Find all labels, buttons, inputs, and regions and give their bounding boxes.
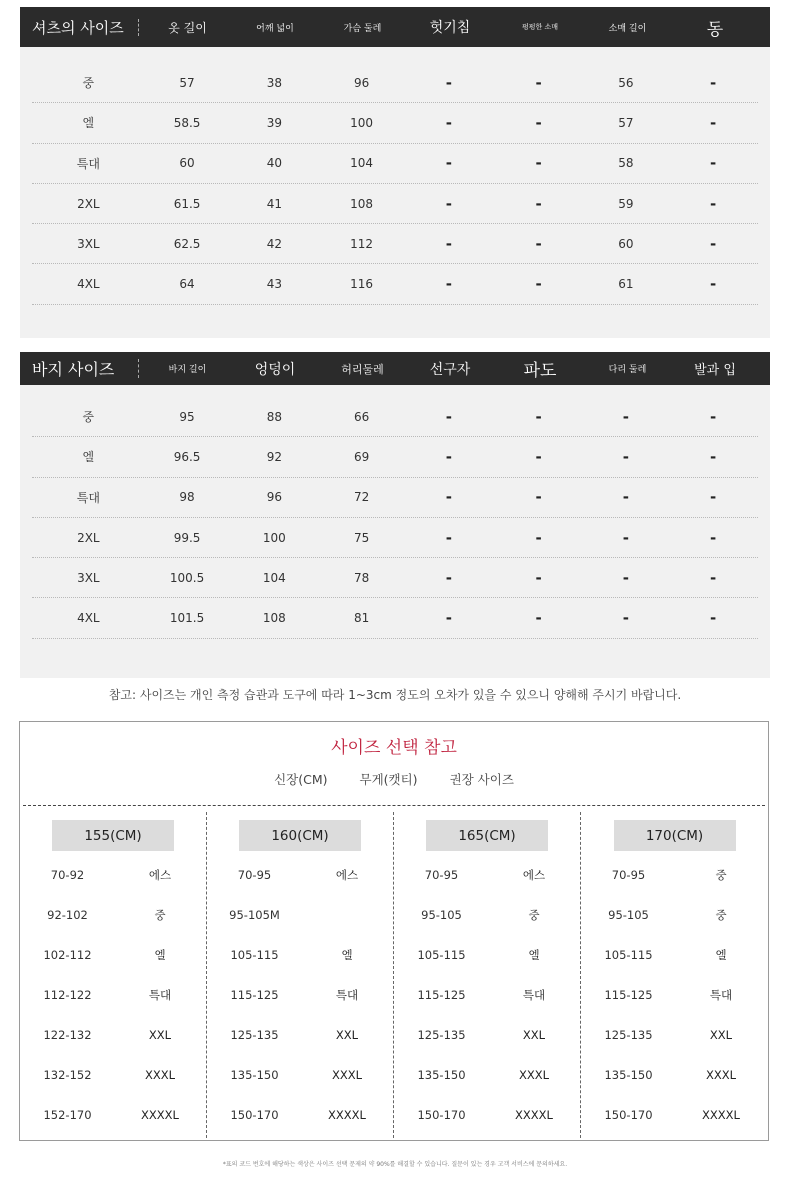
reference-row [581, 1015, 768, 1055]
table-cell: 64 [179, 277, 195, 292]
table-cell: - [445, 568, 452, 587]
table-cell: - [709, 73, 717, 92]
weight-range: 150-170 [604, 1108, 653, 1122]
recommended-size: XXL [148, 1028, 172, 1042]
table-cell: - [445, 234, 452, 253]
reference-column [207, 812, 394, 1138]
reference-row [581, 895, 768, 935]
size-label: 특대 [76, 156, 100, 171]
table-cell: 42 [266, 236, 282, 251]
table-cell: 61.5 [173, 196, 201, 211]
size-label: 엘 [82, 450, 95, 465]
reference-columns [20, 812, 768, 1138]
table-cell: 99.5 [173, 530, 201, 545]
table-cell: 40 [266, 156, 282, 171]
table-cell: - [709, 275, 717, 294]
table-cell: - [445, 609, 452, 628]
recommended-size: 중 [528, 908, 540, 922]
table-cell: - [445, 447, 452, 466]
table-cell: 96.5 [173, 449, 201, 464]
size-label: 4XL [77, 611, 100, 626]
table-cell: 96 [353, 75, 370, 90]
table-cell: - [622, 488, 629, 507]
weight-range: 70-95 [424, 868, 459, 882]
recommended-size: 엘 [715, 948, 727, 962]
table-cell: - [535, 113, 542, 132]
col-header: 엉덩이 [254, 361, 296, 378]
size-label: 2XL [77, 530, 100, 545]
table-cell: - [535, 609, 542, 628]
recommended-size: XXXXL [702, 1108, 740, 1122]
table-cell: - [709, 194, 717, 213]
reference-row [581, 1055, 768, 1095]
height-header: 170(CM) [614, 820, 736, 851]
table-row [32, 518, 758, 558]
table-cell: 75 [353, 530, 370, 545]
recommended-size: XXXL [331, 1068, 363, 1082]
reference-rows [581, 855, 768, 1135]
table-row [32, 144, 758, 184]
table-cell: 100 [350, 115, 374, 130]
weight-range: 152-170 [43, 1108, 92, 1122]
table-cell: - [535, 154, 542, 173]
size-note: 참고: 사이즈는 개인 측정 습관과 도구에 따라 1~3cm 정도의 오차가 있을 수 있으니 양해해 주시기 바랍니다. [108, 688, 682, 702]
col-header: 어깨 넓이 [256, 23, 294, 34]
col-header: 허리둘레 [341, 362, 384, 376]
reference-row [394, 975, 580, 1015]
table-row [32, 184, 758, 224]
reference-row [394, 855, 580, 895]
reference-row [20, 935, 206, 975]
size-label: 3XL [77, 570, 100, 585]
table-cell: - [709, 154, 717, 173]
shirt-size-table [20, 7, 770, 338]
subheader-height: 신장(CM) [274, 772, 328, 787]
table-cell: 100 [262, 530, 286, 545]
reference-row [581, 855, 768, 895]
table-row [32, 103, 758, 143]
table-cell: - [535, 275, 542, 294]
reference-row [20, 975, 206, 1015]
pants-table-header [20, 352, 770, 385]
reference-row [207, 855, 393, 895]
subheader-size: 권장 사이즈 [449, 772, 514, 787]
reference-column [20, 812, 207, 1138]
weight-range: 95-105 [421, 908, 462, 922]
table-cell: 39 [266, 115, 282, 130]
size-label: 중 [82, 76, 95, 91]
table-cell: - [445, 488, 452, 507]
pants-table-title: 바지 사이즈 [20, 357, 145, 380]
table-cell: 81 [353, 611, 370, 626]
shirt-table-body [20, 63, 770, 305]
recommended-size: 중 [715, 908, 727, 922]
height-header: 155(CM) [52, 820, 174, 851]
table-cell: 57 [618, 115, 634, 130]
table-cell: - [535, 447, 542, 466]
reference-rows [207, 855, 393, 1135]
recommended-size: XXXL [144, 1068, 176, 1082]
weight-range: 150-170 [230, 1108, 279, 1122]
weight-range: 135-150 [230, 1068, 279, 1082]
recommended-size: XXL [709, 1028, 733, 1042]
reference-row [20, 1015, 206, 1055]
table-cell: - [445, 154, 452, 173]
table-row [32, 63, 758, 103]
table-cell: 43 [266, 277, 282, 292]
height-header: 160(CM) [239, 820, 361, 851]
size-label: 엘 [82, 116, 95, 131]
table-cell: 56 [618, 75, 634, 90]
weight-range: 150-170 [417, 1108, 466, 1122]
col-header: 헛기침 [429, 20, 471, 36]
size-label: 중 [82, 410, 95, 425]
col-header: 가슴 둘레 [343, 23, 382, 34]
weight-range: 115-125 [417, 988, 466, 1002]
table-row [32, 224, 758, 264]
reference-row [394, 1055, 580, 1095]
table-cell: - [535, 194, 542, 213]
table-cell: - [622, 528, 629, 547]
weight-range: 95-105 [608, 908, 649, 922]
table-cell: 96 [266, 490, 282, 505]
col-header: 바지 길이 [168, 365, 207, 375]
reference-row [20, 855, 206, 895]
weight-range: 95-105M [229, 908, 280, 922]
table-cell: 95 [179, 409, 195, 424]
weight-range: 70-92 [50, 868, 85, 882]
weight-range: 102-112 [43, 948, 92, 962]
col-header: 선구자 [429, 361, 471, 378]
pants-size-table [20, 352, 770, 678]
reference-column [394, 812, 581, 1138]
table-cell: 98 [179, 490, 195, 505]
shirt-table-header [20, 7, 770, 47]
reference-row [394, 1095, 580, 1135]
table-cell: - [535, 234, 542, 253]
reference-divider [23, 805, 765, 806]
table-cell: 60 [618, 236, 634, 251]
reference-row [581, 1095, 768, 1135]
table-cell: - [445, 194, 452, 213]
table-cell: - [535, 488, 542, 507]
table-cell: - [709, 528, 717, 547]
reference-rows [394, 855, 580, 1135]
recommended-size: XXL [335, 1028, 359, 1042]
recommended-size: XXXXL [515, 1108, 553, 1122]
weight-range: 112-122 [43, 988, 92, 1002]
reference-row [20, 1055, 206, 1095]
table-cell: - [535, 73, 542, 92]
table-cell: 92 [266, 449, 282, 464]
col-header: 발과 입 [694, 363, 736, 378]
weight-range: 122-132 [43, 1028, 92, 1042]
reference-row [207, 935, 393, 975]
reference-row [207, 1015, 393, 1055]
weight-range: 115-125 [230, 988, 279, 1002]
recommended-size: 특대 [148, 988, 172, 1002]
table-cell: - [535, 528, 542, 547]
table-cell: 69 [353, 449, 370, 464]
reference-row [207, 1095, 393, 1135]
weight-range: 70-95 [237, 868, 272, 882]
table-cell: 101.5 [169, 611, 205, 626]
reference-row [394, 895, 580, 935]
weight-range: 125-135 [230, 1028, 279, 1042]
table-cell: - [709, 407, 717, 426]
table-cell: 100.5 [169, 570, 205, 585]
table-cell: 41 [266, 196, 282, 211]
recommended-size: 중 [154, 908, 166, 922]
weight-range: 135-150 [417, 1068, 466, 1082]
table-cell: - [445, 275, 452, 294]
table-row [32, 558, 758, 598]
recommended-size: XXL [522, 1028, 546, 1042]
reference-subheaders [20, 770, 768, 788]
table-cell: 62.5 [173, 236, 201, 251]
weight-range: 125-135 [417, 1028, 466, 1042]
weight-range: 135-150 [604, 1068, 653, 1082]
table-cell: - [709, 568, 717, 587]
recommended-size: 엘 [341, 948, 353, 962]
table-cell: - [622, 447, 629, 466]
recommended-size: XXXL [518, 1068, 550, 1082]
table-cell: - [535, 568, 542, 587]
weight-range: 115-125 [604, 988, 653, 1002]
table-cell: - [709, 609, 717, 628]
recommended-size: 특대 [335, 988, 359, 1002]
table-cell: 116 [350, 277, 374, 292]
table-cell: 60 [179, 156, 195, 171]
weight-range: 70-95 [611, 868, 646, 882]
col-header: 다리 둘레 [608, 365, 647, 375]
weight-range: 132-152 [43, 1068, 92, 1082]
table-cell: 112 [350, 236, 374, 251]
recommended-size: 중 [715, 868, 727, 882]
table-cell: - [622, 568, 629, 587]
size-label: 특대 [76, 490, 100, 505]
table-cell: 104 [262, 570, 286, 585]
weight-range: 92-102 [47, 908, 88, 922]
table-cell: - [445, 528, 452, 547]
table-row [32, 397, 758, 437]
reference-rows [20, 855, 206, 1135]
table-cell: - [709, 234, 717, 253]
shirt-table-title: 셔츠의 사이즈 [20, 17, 145, 38]
table-cell: - [709, 113, 717, 132]
recommended-size: 특대 [709, 988, 733, 1002]
reference-row [20, 1095, 206, 1135]
size-reference-box [19, 721, 769, 1141]
recommended-size: XXXXL [141, 1108, 179, 1122]
table-cell: - [445, 113, 452, 132]
reference-row [394, 935, 580, 975]
recommended-size: 에스 [522, 868, 546, 882]
table-cell: 57 [179, 75, 195, 90]
reference-row [207, 1055, 393, 1095]
table-cell: - [709, 447, 717, 466]
recommended-size: 엘 [528, 948, 540, 962]
table-row [32, 478, 758, 518]
col-header: 옷 길이 [168, 20, 207, 35]
table-cell: - [445, 73, 452, 92]
table-cell: 38 [266, 75, 282, 90]
table-row [32, 598, 758, 638]
reference-row [207, 975, 393, 1015]
reference-row [581, 975, 768, 1015]
table-cell: 108 [350, 196, 374, 211]
col-header: 파도 [523, 361, 557, 381]
table-cell: - [535, 407, 542, 426]
reference-row [207, 895, 393, 935]
recommended-size: XXXL [705, 1068, 737, 1082]
table-cell: 59 [618, 196, 634, 211]
footnote: *표의 코드 번호에 해당하는 색상은 사이즈 선택 문제의 약 90%를 해결할 수 있습니다. 질문이 있는 경우 고객 서비스에 문의하세요. [222, 1161, 568, 1168]
weight-range: 105-115 [417, 948, 466, 962]
reference-row [581, 935, 768, 975]
recommended-size: 에스 [148, 868, 172, 882]
table-cell: 108 [262, 611, 286, 626]
col-header: 소매 길이 [608, 23, 647, 34]
table-cell: - [709, 488, 717, 507]
table-cell: - [622, 609, 629, 628]
table-cell: 78 [353, 570, 370, 585]
table-cell: 61 [618, 277, 634, 292]
table-row [32, 437, 758, 477]
table-cell: 58 [618, 156, 634, 171]
weight-range: 105-115 [604, 948, 653, 962]
weight-range: 105-115 [230, 948, 279, 962]
table-cell: - [445, 407, 452, 426]
table-cell: 66 [353, 409, 370, 424]
recommended-size: 엘 [154, 948, 166, 962]
size-label: 3XL [77, 236, 100, 251]
table-cell: 72 [353, 490, 370, 505]
recommended-size: 특대 [522, 988, 546, 1002]
subheader-weight: 무게(캣티) [359, 772, 418, 787]
weight-range: 125-135 [604, 1028, 653, 1042]
table-cell: 104 [350, 156, 374, 171]
reference-title: 사이즈 선택 참고 [331, 738, 457, 758]
reference-row [20, 895, 206, 935]
table-cell: - [622, 407, 629, 426]
table-cell: 88 [266, 409, 282, 424]
table-row [32, 264, 758, 304]
col-header: 펑펑한 소매 [521, 23, 559, 31]
recommended-size: XXXXL [328, 1108, 366, 1122]
col-header: 동 [706, 19, 724, 40]
reference-column [581, 812, 768, 1138]
reference-row [394, 1015, 580, 1055]
size-label: 2XL [77, 196, 100, 211]
size-label: 4XL [77, 277, 100, 292]
recommended-size: 에스 [335, 868, 359, 882]
height-header: 165(CM) [426, 820, 548, 851]
pants-table-body [20, 397, 770, 639]
table-cell: 58.5 [173, 115, 201, 130]
